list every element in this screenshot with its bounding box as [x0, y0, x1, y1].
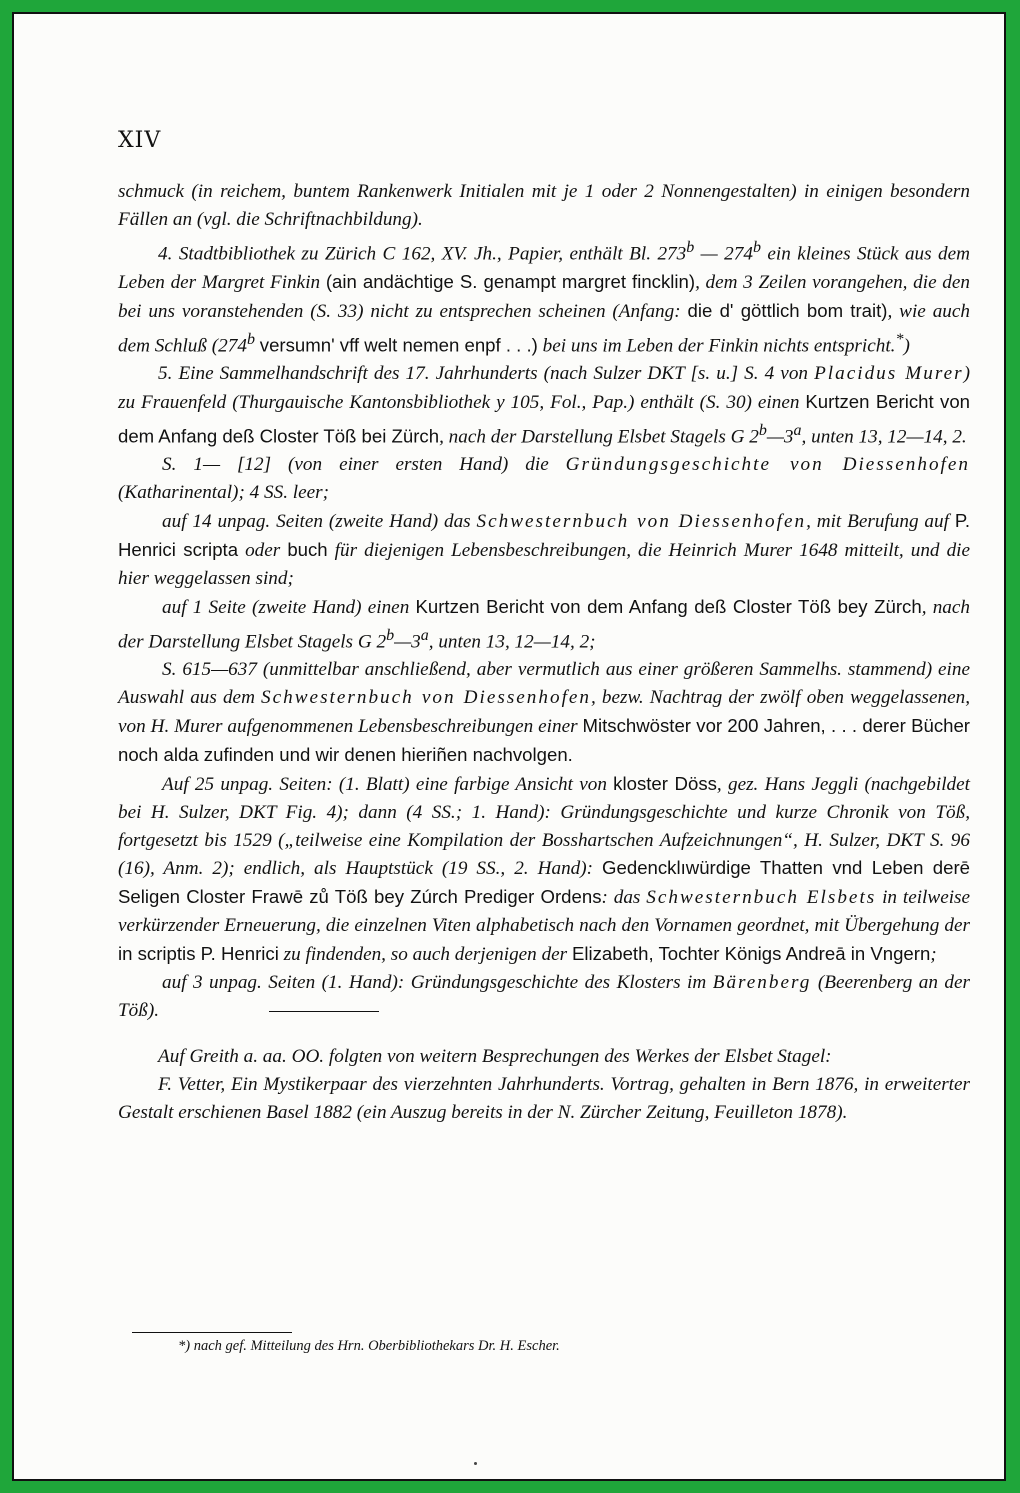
text-run: —3: [394, 631, 421, 653]
footnote-rule: [132, 1332, 292, 1333]
text-run: *: [895, 330, 904, 348]
text-run: b: [752, 238, 761, 256]
text-run: b: [686, 238, 695, 256]
text-run: , gez. Hans Jeggli (nachgebildet bei H. Sulzer, DKT Fig. 4); dann (4 SS.; 1. Hand): Gründungsgeschichte und kurze Chronik von Töß, fortgesetzt bis 1529 („teilweise eine Kompilation der Bosshartschen Aufzeichnungen“, H. Sulzer, DKT S. 96 (16), Anm. 2); endlich, als Hauptstück (19 SS., 2. Hand):: [118, 773, 970, 880]
text-run: (Katharinental); 4 SS. leer;: [118, 482, 330, 504]
paragraph: [118, 593, 970, 656]
text-run: , mit Berufung auf: [806, 511, 955, 533]
paragraph: [118, 234, 970, 360]
text-run: P. Henrici scripta: [118, 510, 970, 561]
text-run: Bärenberg: [712, 972, 812, 994]
text-run: Placidus Murer: [814, 363, 964, 385]
text-run: 4. Stadtbibliothek zu Zürich C 162, XV. Jh., Papier, enthält Bl. 273: [158, 243, 687, 265]
paragraph: [118, 1043, 970, 1071]
paragraph: [118, 969, 970, 1025]
text-run: , unten 13, 12—14, 2;: [428, 631, 596, 653]
paragraph: [118, 178, 970, 234]
text-run: S. 1— [12] (von einer ersten Hand) die: [162, 454, 566, 476]
text-run: auf 1 Seite (zweite Hand) einen: [162, 596, 416, 618]
text-run: kloster Döss: [613, 772, 717, 794]
text-run: , nach der Darstellung Elsbet Stagels G 2: [439, 426, 759, 448]
text-run: in scriptis P. Henrici: [118, 943, 279, 965]
text-run: a: [420, 626, 429, 644]
paragraph: [118, 360, 970, 451]
paragraph: [118, 507, 970, 593]
text-run: Auf 25 unpag. Seiten: (1. Blatt) eine farbige Ansicht von: [162, 773, 614, 795]
text-run: , wie auch dem Schluß (274: [118, 301, 971, 357]
text-run: Schwesternbuch Elsbets: [646, 887, 877, 909]
text-run: —3: [766, 426, 794, 448]
scan-speck: [474, 1462, 477, 1465]
text-run: ) zu Frauenfeld (Thurgauische Kantonsbibliothek y 105, Fol., Pap.) enthält (S. 30) einen: [118, 363, 970, 414]
text-run: Kurtzen Bericht von dem Anfang deß Closter Töß bey Zürch: [415, 595, 922, 617]
text-run: 5. Eine Sammelhandschrift des 17. Jahrhunderts (nach Sulzer DKT [s. u.] S. 4 von: [158, 363, 815, 385]
text-run: S. 615—637 (unmittelbar anschließend, aber vermutlich aus einer größeren Sammelhs. stammend) eine Auswahl aus dem: [118, 659, 970, 708]
text-run: ): [903, 335, 910, 357]
text-run: b: [386, 626, 395, 644]
text-run: b: [758, 422, 767, 440]
text-run: (Beerenberg an der Töß).: [118, 972, 970, 1021]
text-run: — 274: [694, 243, 753, 265]
text-run: , dem 3 Zeilen vorangehen, die den bei uns voranstehenden (S. 33) nicht zu entsprechen scheinen (Anfang:: [118, 272, 970, 323]
text-run: Gedencklıwürdige Thatten vnd Leben derē Seligen Closter Frawē zů Töß bey Zúrch Prediger Ordens: [118, 857, 970, 908]
text-run: Kurtzen Bericht von dem Anfang deß Closter Töß bei Zürch: [118, 391, 970, 447]
text-run: , unten 13, 12—14, 2.: [801, 426, 967, 448]
text-run: Mitschwöster vor 200 Jahren, . . . derer Bücher noch alda zufinden und wir denen hieriñen nachvolgen.: [118, 714, 970, 765]
text-run: für diejenigen Lebensbeschreibungen, die Heinrich Murer 1648 mitteilt, und die hier weggelassen sind;: [118, 540, 971, 589]
text-run: auf 14 unpag. Seiten (zweite Hand) das: [162, 511, 477, 533]
text-run: Schwesternbuch von Diessenhofen: [261, 686, 592, 708]
text-run: Auf Greith a. aa. OO. folgten von weitern Besprechungen des Werkes der Elsbet Stagel:: [158, 1045, 832, 1067]
body-text: [118, 178, 970, 1127]
paragraph: [118, 451, 970, 507]
text-run: Schwesternbuch von Diessenhofen: [476, 511, 807, 533]
text-run: Elizabeth, Tochter Königs Andreā in Vngern: [571, 943, 931, 965]
text-run: b: [246, 330, 255, 348]
text-run: auf 3 unpag. Seiten (1. Hand): Gründungsgeschichte des Klosters im: [162, 972, 713, 994]
text-run: , bezw. Nachtrag der zwölf oben weggelassenen, von H. Murer aufgenommenen Lebensbeschreibungen einer: [118, 686, 970, 737]
text-run: in teilweise verkürzender Erneuerung, die einzelnen Viten alphabetisch nach den Vornamen geordnet, mit Übergehung der: [118, 887, 971, 937]
text-run: versumn' vff welt nemen enpf . . .): [259, 334, 538, 356]
text-run: zu findenden, so auch derjenigen der: [278, 944, 572, 966]
document-page: [12, 12, 1006, 1481]
paragraph: [118, 770, 970, 969]
text-run: : das: [601, 887, 647, 909]
text-run: F. Vetter, Ein Mystikerpaar des vierzehnten Jahrhunderts. Vortrag, gehalten in Bern 1876, in erweiterter Gestalt erschienen Basel 1882 (ein Auszug bereits in der N. Zürcher Zeitung, Feuilleton 1878).: [118, 1073, 970, 1123]
text-run: , nach der Darstellung Elsbet Stagels G 2: [118, 596, 970, 653]
text-run: ein kleines Stück aus dem Leben der Margret Finkin: [118, 243, 971, 294]
paragraph: [118, 656, 970, 770]
text-run: oder: [238, 540, 288, 562]
text-run: buch: [287, 539, 328, 561]
text-run: die d' göttlich bom trait): [687, 300, 888, 322]
text-run: schmuck (in reichem, buntem Rankenwerk Initialen mit je 1 oder 2 Nonnengestalten) in einigen besondern Fällen an (vgl. die Schriftnachbildung).: [118, 181, 970, 230]
section-rule: [269, 1011, 379, 1012]
text-run: ;: [930, 944, 937, 966]
text-run: bei uns im Leben der Finkin nichts entspricht.: [537, 335, 896, 357]
footnote: *) nach gef. Mitteilung des Hrn. Oberbibliothekars Dr. H. Escher.: [178, 1338, 560, 1354]
text-run: (ain andächtige S. genampt margret fincklin): [325, 271, 696, 293]
text-run: Gründungsgeschichte von Diessenhofen: [565, 454, 970, 476]
text-run: a: [793, 422, 802, 440]
paragraph: [118, 1071, 970, 1127]
page-number: XIV: [118, 128, 162, 153]
